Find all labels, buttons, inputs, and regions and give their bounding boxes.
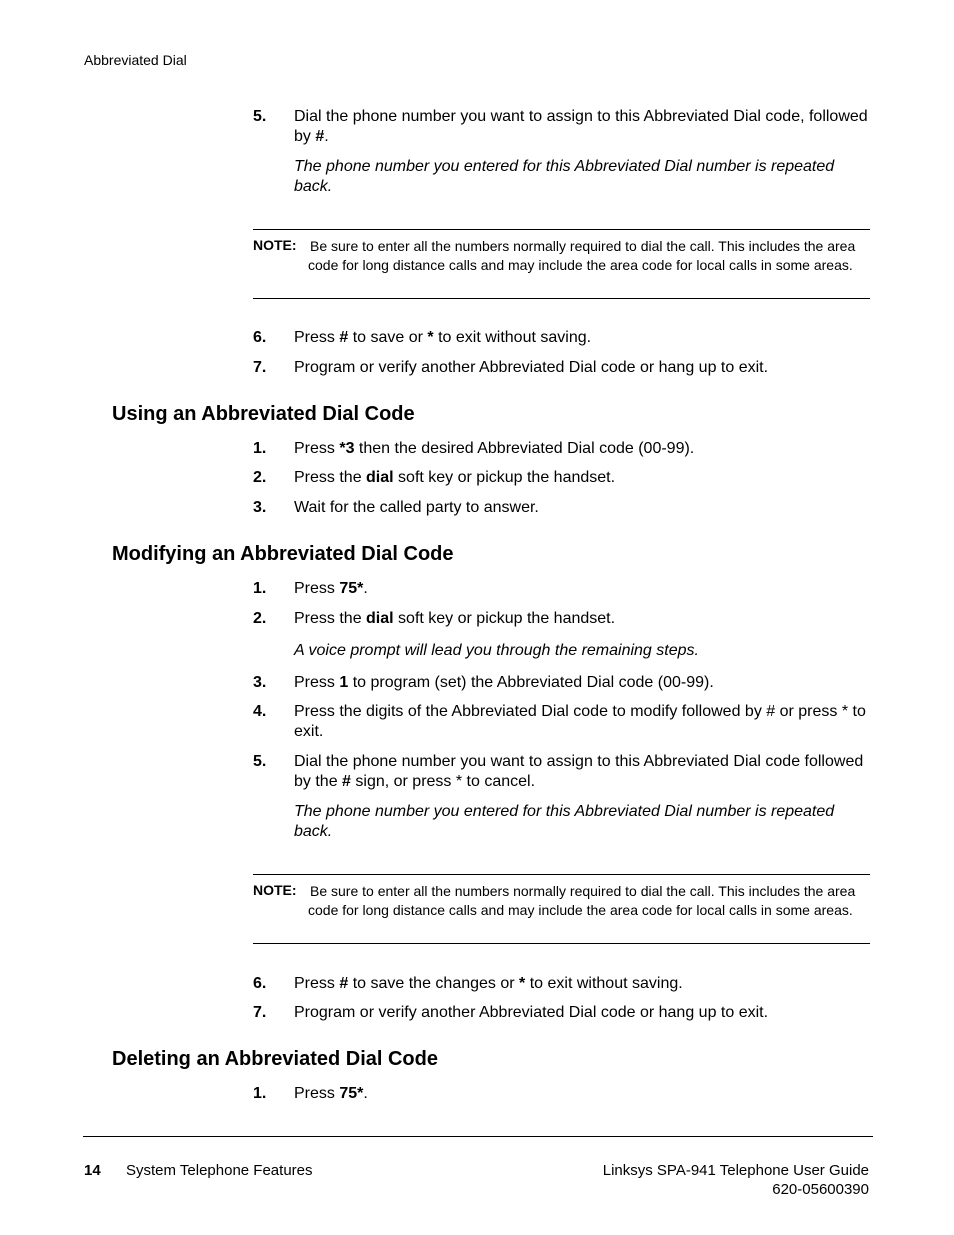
note-label: NOTE: [253,882,297,898]
note-box [253,874,870,944]
step-result: The phone number you entered for this Abbreviated Dial number is repeated back. [294,803,835,840]
note-label: NOTE: [253,237,297,253]
step-text: Press # to save or * to exit without saving. [294,329,592,346]
section-heading-deleting: Deleting an Abbreviated Dial Code [112,1048,438,1070]
step-number: 7. [253,1004,267,1021]
step-number: 5. [253,108,267,125]
step-number: 1. [253,440,267,457]
footer-doc-number: 620-05600390 [772,1181,869,1198]
step-text: Program or verify another Abbreviated Dial code or hang up to exit. [294,1004,769,1021]
step-text: Press the dial soft key or pickup the handset. [294,610,616,627]
voice-prompt-note: A voice prompt will lead you through the remaining steps. [294,642,699,659]
step-number: 6. [253,329,267,346]
step-number: 7. [253,359,267,376]
step-number: 1. [253,580,267,597]
running-header: Abbreviated Dial [84,52,187,68]
note-text: Be sure to enter all the numbers normally required to dial the call. This includes the area code for long distance calls and may include the area code for local calls in some areas. [308,883,856,918]
step-number: 3. [253,499,267,516]
step-number: 2. [253,610,267,627]
step-text: Press 1 to program (set) the Abbreviated Dial code (00-99). [294,674,714,691]
section-heading-using: Using an Abbreviated Dial Code [112,403,415,425]
step-number: 5. [253,753,267,770]
step-number: 3. [253,674,267,691]
footer-rule [83,1136,873,1137]
step-result: The phone number you entered for this Abbreviated Dial number is repeated back. [294,158,835,195]
step-text: Press the digits of the Abbreviated Dial code to modify followed by # or press * to exit. [294,703,866,740]
section-heading-modifying: Modifying an Abbreviated Dial Code [112,543,454,565]
note-box [253,229,870,299]
step-text: Press # to save the changes or * to exit without saving. [294,975,683,992]
step-text: Wait for the called party to answer. [294,499,539,516]
step-text: Dial the phone number you want to assign to this Abbreviated Dial code followed by the # sign, or press * to cancel. [294,753,864,790]
step-text: Press 75*. [294,1085,368,1102]
step-text: Dial the phone number you want to assign to this Abbreviated Dial code, followed by #. [294,108,868,145]
footer-guide-title: Linksys SPA-941 Telephone User Guide [602,1162,869,1179]
step-number: 1. [253,1085,267,1102]
footer-section-title: System Telephone Features [126,1162,313,1179]
step-number: 6. [253,975,267,992]
step-number: 4. [253,703,267,720]
note-text: Be sure to enter all the numbers normally required to dial the call. This includes the area code for long distance calls and may include the area code for local calls in some areas. [308,238,856,273]
step-number: 2. [253,469,267,486]
step-text: Press 75*. [294,580,368,597]
step-text: Program or verify another Abbreviated Dial code or hang up to exit. [294,359,769,376]
step-text: Press *3 then the desired Abbreviated Dial code (00-99). [294,440,695,457]
step-text: Press the dial soft key or pickup the handset. [294,469,616,486]
page-number: 14 [84,1162,101,1179]
